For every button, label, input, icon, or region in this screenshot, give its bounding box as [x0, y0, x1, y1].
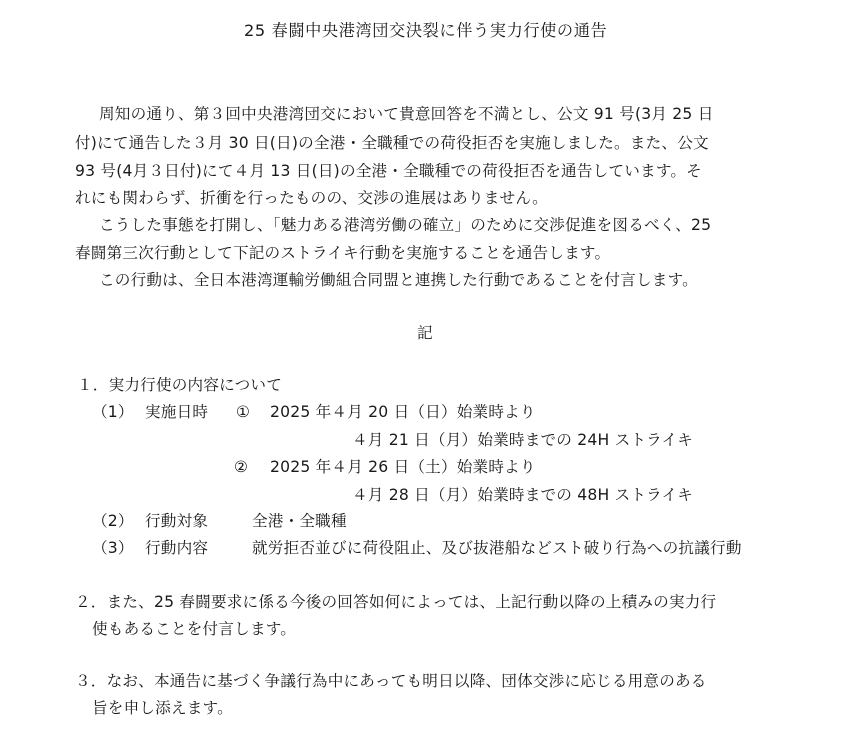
item-3-label: 行動内容 [145, 539, 209, 557]
entry-1-end: ４月 21 日（月）始業時までの 24H ストライキ [352, 431, 694, 449]
item-1-number: （1） [92, 403, 134, 421]
entry-2-marker: ② [234, 458, 249, 476]
intro-line-1: 周知の通り、第３回中央港湾団交において貴意回答を不満とし、公文 91 号(3月 25 日 [99, 105, 714, 123]
item-3-number: （3） [92, 539, 134, 557]
item-2-value: 全港・全職種 [252, 512, 347, 530]
entry-2-end: ４月 28 日（月）始業時までの 48H ストライキ [352, 486, 694, 504]
entry-1-start: 2025 年４月 20 日（日）始業時より [270, 403, 536, 421]
section-2-line-1: ２．また、25 春闘要求に係る今後の回答如何によっては、上記行動以降の上積みの実力行 [75, 593, 717, 611]
entry-2-start: 2025 年４月 26 日（土）始業時より [270, 458, 536, 476]
intro-line-6: 春闘第三次行動として下記のストライキ行動を実施することを通告します。 [75, 244, 611, 262]
section-1-heading: １．実力行使の内容について [77, 376, 283, 394]
section-3-line-2: 旨を申し添えます。 [92, 699, 233, 717]
ki-marker: 記 [417, 324, 433, 342]
section-3-line-1: ３．なお、本通告に基づく争議行為中にあっても明日以降、団体交渉に応じる用意のある [75, 672, 707, 690]
item-3-value: 就労拒否並びに荷役阻止、及び抜港船などスト破り行為への抗議行動 [252, 539, 742, 557]
item-2-number: （2） [92, 512, 134, 530]
intro-line-4: れにも関わらず、折衝を行ったものの、交渉の進展はありません。 [75, 189, 548, 207]
intro-line-3: 93 号(4月３日付)にて４月 13 日(日)の全港・全職種での荷役拒否を通告しています。そ [75, 162, 702, 180]
section-2-line-2: 使もあることを付言します。 [92, 620, 297, 638]
entry-1-marker: ① [236, 403, 251, 421]
item-2-label: 行動対象 [145, 512, 209, 530]
intro-line-7: この行動は、全日本港湾運輸労働組合同盟と連携した行動であることを付言します。 [99, 271, 698, 289]
item-1-label: 実施日時 [145, 403, 209, 421]
document-title: 25 春闘中央港湾団交決裂に伴う実力行使の通告 [244, 21, 608, 40]
intro-line-2: 付)にて通告した３月 30 日(日)の全港・全職種での荷役拒否を実施しました。また、公文 [75, 134, 709, 152]
intro-line-5: こうした事態を打開し、「魅力ある港湾労働の確立」のために交渉促進を図るべく、25 [99, 216, 712, 234]
